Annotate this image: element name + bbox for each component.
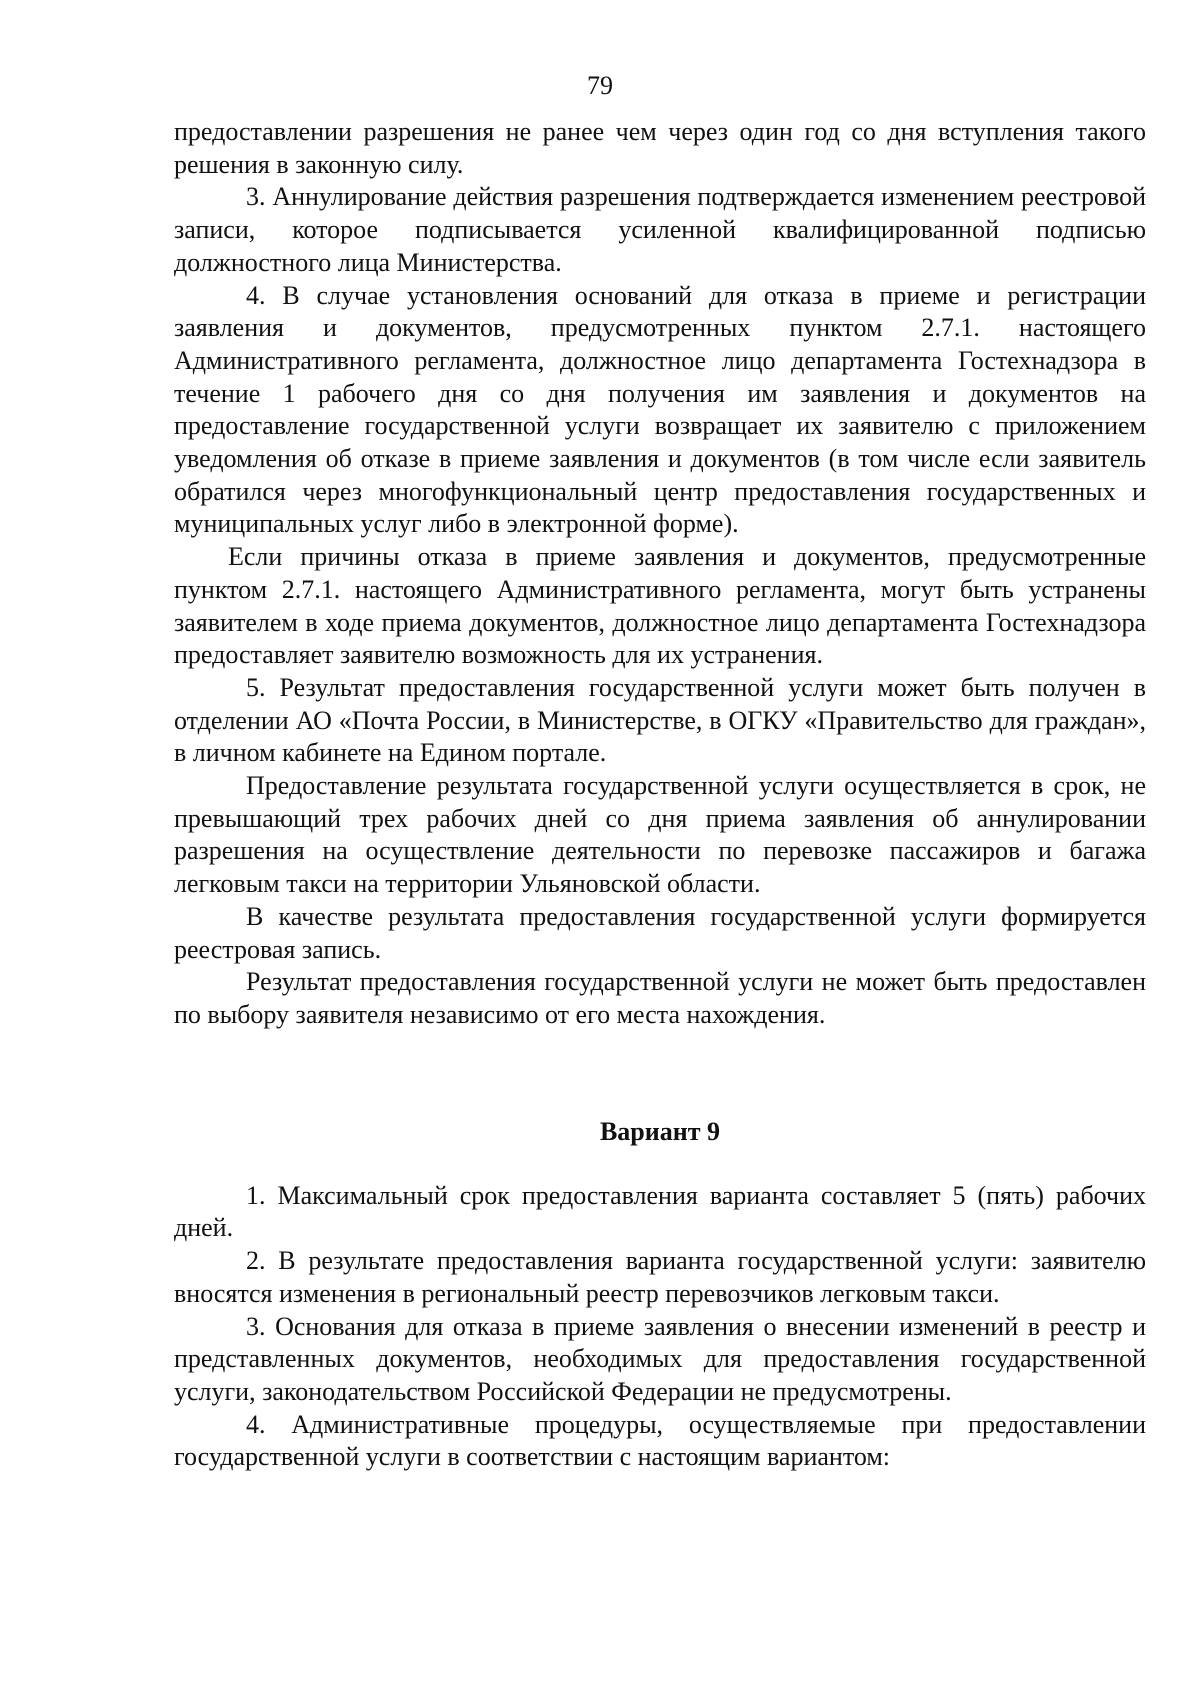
variant-heading: Вариант 9: [599, 1116, 721, 1146]
paragraph-max-term: 1. Максимальный срок предоставления варианта составляет 5 (пять) рабочих дней.: [174, 1180, 1146, 1243]
section-spacer: [174, 1032, 1146, 1116]
paragraph-registry-entry: В качестве результата предоставления государственной услуги формируется реестровая запись.: [174, 901, 1146, 964]
document-body: [174, 116, 1146, 1474]
page-number: 79: [587, 71, 613, 100]
paragraph-no-refusal-grounds: 3. Основания для отказа в приеме заявления о внесении изменений в реестр и представленных документов, необходимых для предоставления государственной услуги, законодательством Российской Федерации не предусмотрены.: [174, 1311, 1146, 1406]
paragraph-admin-procedures: 4. Административные процедуры, осуществляемые при предоставлении государственной услуги в соответствии с настоящим вариантом:: [174, 1409, 1146, 1472]
paragraph-result-location: Результат предоставления государственной услуги не может быть предоставлен по выбору заявителя независимо от его места нахождения.: [174, 967, 1146, 1029]
paragraph-variant-result: 2. В результате предоставления варианта государственной услуги: заявителю вносятся изменения в региональный реестр перевозчиков легковым такси.: [174, 1246, 1146, 1308]
paragraph-refusal-correction: Если причины отказа в приеме заявления и документов, предусмотренные пунктом 2.7.1. настоящего Административного регламента, могут быть устранены заявителем в ходе приема документов, должностное лицо департамента Гостехнадзора предоставляет заявителю возможность для их устранения.: [174, 542, 1146, 670]
paragraph-annulment-confirmation: 3. Аннулирование действия разрешения подтверждается изменением реестровой записи, которое подписывается усиленной квалифицированной подписью должностного лица Министерства.: [174, 182, 1146, 277]
paragraph-result-delivery: 5. Результат предоставления государственной услуги может быть получен в отделении АО «Почта России, в Министерстве, в ОГКУ «Правительство для граждан», в личном кабинете на Едином портале.: [174, 672, 1146, 768]
paragraph-result-deadline: Предоставление результата государственной услуги осуществляется в срок, не превышающий трех рабочих дней со дня приема заявления об аннулировании разрешения на осуществление деятельности по перевозке пассажиров и багажа легковым такси на территории Ульяновской области.: [174, 771, 1146, 899]
paragraph-refusal-grounds: 4. В случае установления оснований для отказа в приеме и регистрации заявления и документов, предусмотренных пунктом 2.7.1. настоящего Административного регламента, должностное лицо департамента Гостехнадзора в течение 1 рабочего дня со дня получения им заявления и документов на предоставление государственной услуги возвращает их заявителю с приложением уведомления об отказе в приеме заявления и документов (в том числе если заявитель обратился через многофункциональный центр предоставления государственных и муниципальных услуг либо в электронной форме).: [174, 280, 1146, 539]
heading-spacer: [174, 1148, 1146, 1180]
paragraph-continuation: предоставлении разрешения не ранее чем через один год со дня вступления такого решения в законную силу.: [174, 117, 1146, 179]
